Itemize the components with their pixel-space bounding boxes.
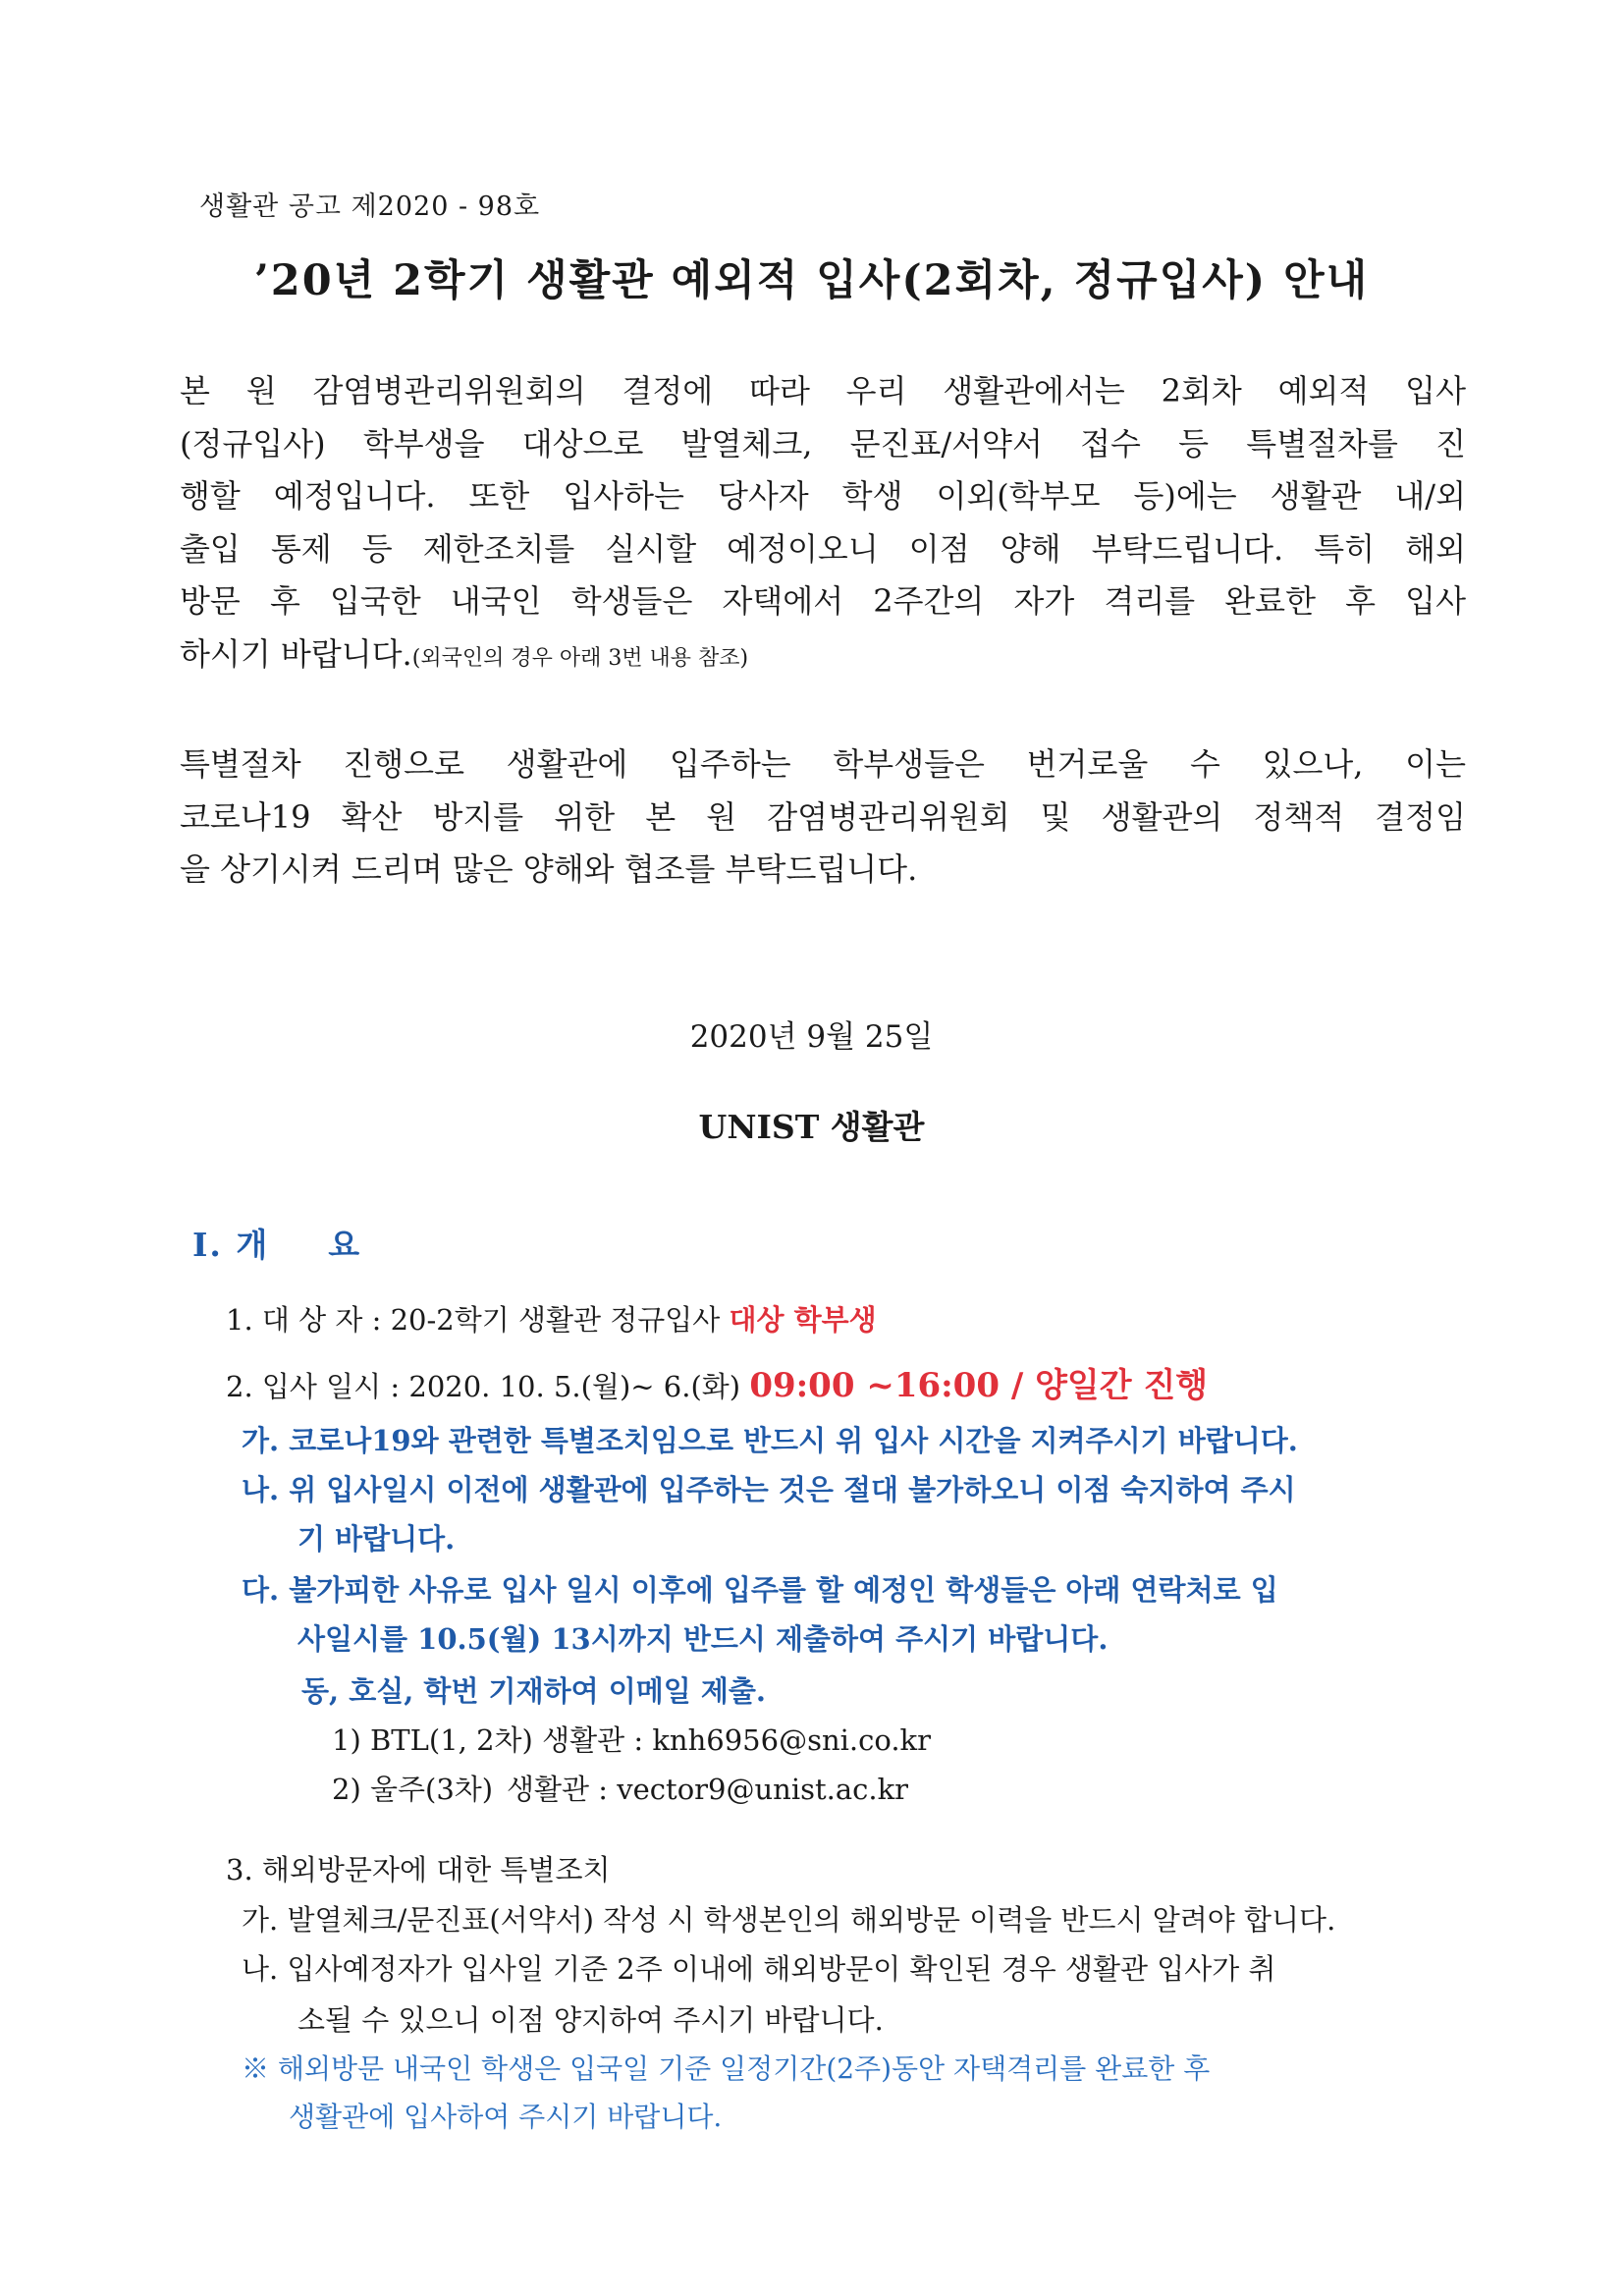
schedule-note-da-line2: 사일시를 10.5(월) 13시까지 반드시 제출하여 주시기 바랍니다. <box>298 1622 1109 1656</box>
policy-paragraph <box>180 738 1466 897</box>
issue-date: 2020년 9월 25일 <box>689 1019 934 1055</box>
intro-line: 행할 예정입니다. 또한 입사하는 당사자 학생 이외(학부모 등)에는 생활관 내/외 <box>180 477 1466 515</box>
notice-number: 생활관 공고 제2020 - 98호 <box>199 191 541 222</box>
item-target-label: 1. 대 상 자 : 20-2학기 생활관 정규입사 <box>226 1303 730 1337</box>
overseas-note-ga: 가. 발열체크/문진표(서약서) 작성 시 학생본인의 해외방문 이력을 반드시 알려야 합니다. <box>242 1903 1336 1937</box>
policy-line: 특별절차 진행으로 생활관에 입주하는 학부생들은 번거로울 수 있으나, 이는 <box>180 745 1466 783</box>
intro-line: 본 원 감염병관리위원회의 결정에 따라 우리 생활관에서는 2회차 예외적 입사 <box>180 372 1466 410</box>
item-schedule-highlight: 09:00 ~16:00 / 양일간 진행 <box>749 1366 1209 1405</box>
section-heading-rest: 요 <box>328 1226 362 1264</box>
intro-last-main: 하시기 바랍니다. <box>180 634 412 673</box>
issuing-organization: UNIST 생활관 <box>698 1108 925 1146</box>
schedule-note-na-line2: 기 바랍니다. <box>298 1522 456 1556</box>
policy-line: 을 상기시켜 드리며 많은 양해와 협조를 부탁드립니다. <box>180 850 918 888</box>
schedule-note-ga: 가. 코로나19와 관련한 특별조치임으로 반드시 위 입사 시간을 지켜주시기 바랍니다. <box>242 1424 1298 1457</box>
schedule-note-da-line1: 다. 불가피한 사유로 입사 일시 이후에 입주를 할 예정인 학생들은 아래 연락처로 입 <box>242 1573 1278 1607</box>
intro-paragraph <box>180 365 1466 684</box>
item-target-highlight: 대상 학부생 <box>729 1303 877 1337</box>
intro-line: (정규입사) 학부생을 대상으로 발열체크, 문진표/서약서 접수 등 특별절차를 진 <box>180 424 1466 463</box>
section-heading-overview <box>192 1220 361 1266</box>
section-heading-num: Ⅰ. 개 <box>192 1226 270 1264</box>
email-submit-note: 동, 호실, 학번 기재하여 이메일 제출. <box>301 1674 766 1708</box>
contact-btl: 1) BTL(1, 2차) 생활관 : knh6956@sni.co.kr <box>332 1723 931 1757</box>
intro-line: 방문 후 입국한 내국인 학생들은 자택에서 2주간의 자가 격리를 완료한 후 입사 <box>180 582 1466 620</box>
overseas-remark-line2: 생활관에 입사하여 주시기 바랍니다. <box>289 2101 723 2133</box>
document-title: ’20년 2학기 생활관 예외적 입사(2회차, 정규입사) 안내 <box>253 256 1370 305</box>
overseas-remark-line1: ※ 해외방문 내국인 학생은 입국일 기준 일정기간(2주)동안 자택격리를 완료한 후 <box>242 2052 1211 2085</box>
item-schedule-label: 2. 입사 일시 : 2020. 10. 5.(월)~ 6.(화) <box>226 1370 750 1403</box>
contact-ulju-label: 2) 울주(3차) <box>332 1773 494 1806</box>
intro-line: 출입 통제 등 제한조치를 실시할 예정이오니 이점 양해 부탁드립니다. 특히 해외 <box>180 529 1466 568</box>
contact-ulju-value: 생활관 : vector9@unist.ac.kr <box>507 1773 909 1806</box>
item-schedule <box>226 1358 1208 1406</box>
policy-line: 코로나19 확산 방지를 위한 본 원 감염병관리위원회 및 생활관의 정책적 결정임 <box>180 797 1466 836</box>
schedule-note-na-line1 <box>242 1468 1459 1508</box>
schedule-note-na-text: 나. 위 입사일시 이전에 생활관에 입주하는 것은 절대 불가하오니 이점 숙지하여 주시 <box>242 1473 1296 1506</box>
overseas-note-na-line1: 나. 입사예정자가 입사일 기준 2주 이내에 해외방문이 확인된 경우 생활관 입사가 취 <box>242 1952 1276 1986</box>
intro-last-note: (외국인의 경우 아래 3번 내용 참조) <box>411 645 749 671</box>
intro-line-last <box>180 629 1466 685</box>
overseas-note-na-line2: 소될 수 있으니 이점 양지하여 주시기 바랍니다. <box>298 2003 884 2037</box>
contact-ulju <box>332 1768 908 1808</box>
item-overseas: 3. 해외방문자에 대한 특별조치 <box>226 1853 611 1886</box>
item-target <box>226 1298 877 1339</box>
